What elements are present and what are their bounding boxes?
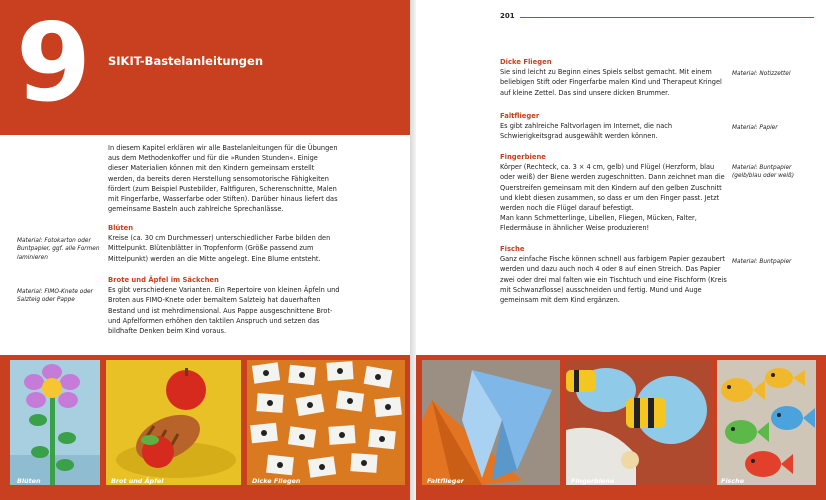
section-faltflieger — [500, 111, 730, 142]
section-text: Körper (Rechteck, ca. 3 × 4 cm, gelb) und Flügel (Herzform, blau oder weiß) der Biene werden zugeschnitten. Dann zeichnet man die Querstreifen gemeinsam mit den Kindern auf den gelben Zuschnitt und klebt diesen zusammen, so dass er um den Finger passt. Jetzt werden noch die Flügel darauf befestigt. — [500, 163, 725, 213]
section-title: Fingerbiene — [500, 153, 546, 161]
material-note: Material: Buntpapier (gelb/blau oder weiß) — [732, 165, 794, 180]
section-title: Blüten — [108, 224, 134, 232]
header-rule — [520, 17, 814, 18]
material-note: Material: Notizzettel — [732, 71, 791, 77]
photo-caption: Blüten — [17, 477, 41, 485]
section-title: Brote und Äpfel im Säckchen — [108, 276, 219, 284]
photo-caption: Brot und Äpfel — [111, 477, 164, 485]
material-note: Material: FIMO-Knete oder Salzteig oder Pappe — [17, 289, 93, 304]
section-title: Dicke Fliegen — [500, 58, 552, 66]
bread-apple-photo — [106, 360, 241, 485]
section-blueten — [108, 223, 340, 264]
material-note: Material: Fotokarton oder Buntpapier, ggf. alle Formen laminieren — [17, 238, 100, 261]
material-note: Material: Papier — [732, 125, 778, 131]
fish-photo — [717, 360, 816, 485]
section-text: Es gibt zahlreiche Faltvorlagen im Internet, die nach Schwierigkeitsgrad ausgewählt werden können. — [500, 122, 673, 141]
intro-paragraph: In diesem Kapitel erklären wir alle Bastelanleitungen für die Übungen aus dem Methodenkoffer und für die »Runden Stunden«. Einige dieser Materialien können mit den Kindern gemeinsam erstellt werden, da bereits deren Herstellung sensomotorische Fähigkeiten fördert (zum Beispiel Pustebilder, Faltfiguren, Scherenschnitte, Malen mit Fingerfarbe, Wasserfarbe oder Stiften). Darüber hinaus liefert das gemeinsame Basteln auch zahlreiche Sprechanlässe. — [108, 144, 338, 214]
photo-caption: Dicke Fliegen — [252, 477, 301, 485]
section-text: Es gibt verschiedene Varianten. Ein Repertoire von kleinen Äpfeln und Broten aus FIMO-Knete oder bemaltem Salzteig hat dauerhaften Bestand und ist mehrdimensional. Aus Pappe ausgeschnittene Brot- und Apfelformen erhöhen den taktilen Anspruch und setzen das bildhafte Denken beim Kind voraus. — [108, 286, 340, 336]
chapter-title: SIKIT-Bastelanleitungen — [108, 54, 264, 68]
finger-bee-photo — [566, 360, 711, 485]
section-title: Faltflieger — [500, 112, 540, 120]
section-text: Kreise (ca. 30 cm Durchmesser) unterschiedlicher Farbe bilden den Mittelpunkt. Blütenblätter in Tropfenform (Größe passend zum Mittelpunkt) werden an die Mitte angelegt. Eine Blume entsteht. — [108, 234, 331, 263]
section-fische — [500, 244, 730, 305]
section-text-extra: Man kann Schmetterlinge, Libellen, Fliegen, Mücken, Falter, Fledermäuse in ähnlicher Weise produzieren! — [500, 214, 697, 233]
section-dicke-fliegen — [500, 57, 730, 98]
section-fingerbiene — [500, 152, 730, 234]
chapter-header — [0, 0, 410, 135]
paper-plane-photo — [422, 360, 560, 485]
photo-caption: Fingerbiene — [571, 477, 615, 485]
flower-photo — [10, 360, 100, 485]
photo-caption: Fische — [721, 477, 745, 485]
section-brote-aepfel — [108, 275, 340, 336]
photo-caption: Faltflieger — [427, 477, 464, 485]
section-text: Sie sind leicht zu Beginn eines Spiels selbst gemacht. Mit einem beliebigen Stift oder Fingerfarbe malen Kind und Therapeut Kringel auf kleine Zettel. Das sind unsere dicken Brummer. — [500, 68, 722, 97]
material-note: Material: Buntpapier — [732, 259, 792, 265]
chapter-number: 9 — [16, 1, 90, 126]
flies-photo — [247, 360, 405, 485]
section-title: Fische — [500, 245, 525, 253]
section-text: Ganz einfache Fische können schnell aus farbigem Papier gezaubert werden und dazu auch noch 4 oder 8 auf einen Streich. Das Papier zwei oder drei mal falten wie ein Tischtuch und eine Fischform (Kreis mit Schwanzflosse) ausschneiden und fertig. Mund und Auge gemeinsam mit dem Kind ergänzen. — [500, 255, 727, 305]
page-number: 201 — [500, 12, 515, 20]
